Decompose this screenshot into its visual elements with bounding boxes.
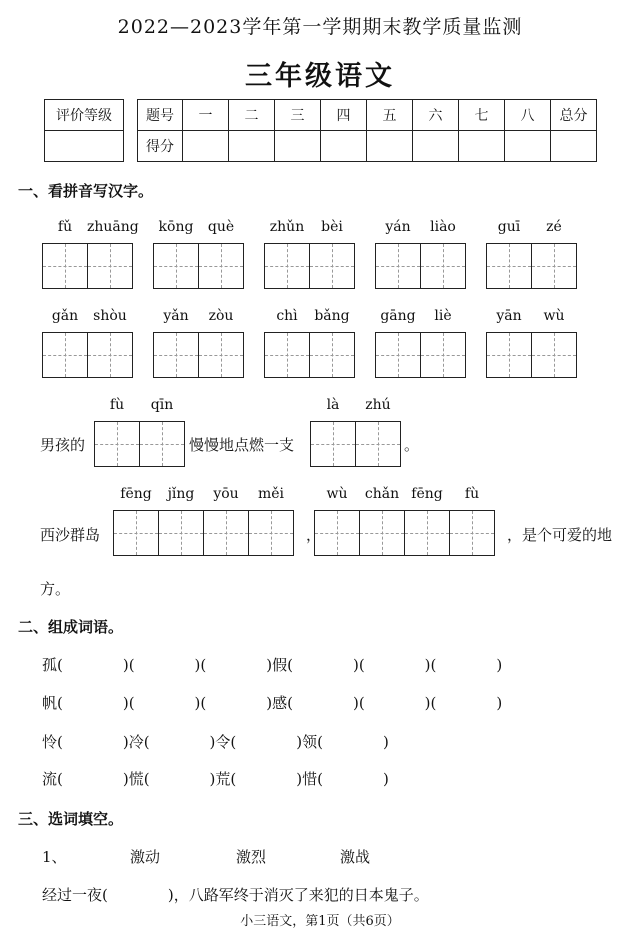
pinyin-label: yōu <box>213 486 239 502</box>
word-choice-2: 激烈 <box>236 848 267 866</box>
pinyin-group <box>42 243 133 289</box>
pinyin-group <box>113 510 294 556</box>
pinyin-label: fēng <box>120 486 152 502</box>
pinyin-group <box>94 421 185 467</box>
fill-sentence: 经过一夜( )，八路军终于消灭了来犯的日本鬼子。 <box>42 886 429 904</box>
pinyin-label: qīn <box>150 397 174 413</box>
grade-subject-title: 三年级语文 <box>245 61 395 92</box>
score-col-header: 总分 <box>551 100 597 131</box>
section-2-title: 二、组成词语。 <box>18 618 124 636</box>
writing-cell[interactable] <box>375 243 421 289</box>
pinyin-group <box>314 510 495 556</box>
pinyin-label: liè <box>434 308 452 324</box>
writing-cell[interactable] <box>355 421 401 467</box>
word-line-4: 流( )慌( )荒( )惜( ) <box>42 770 389 788</box>
writing-cell[interactable] <box>264 332 310 378</box>
sentence2-text-a: 西沙群岛 <box>40 526 101 544</box>
writing-cell[interactable] <box>420 243 466 289</box>
pinyin-label: fù <box>464 486 480 502</box>
score-cell[interactable] <box>459 131 505 162</box>
writing-cell[interactable] <box>198 243 244 289</box>
score-cell[interactable] <box>413 131 459 162</box>
pinyin-group <box>264 243 355 289</box>
pinyin-label: bǎng <box>314 308 350 324</box>
score-col-header: 四 <box>321 100 367 131</box>
score-cell[interactable] <box>551 131 597 162</box>
pinyin-label: zhuāng <box>87 219 139 235</box>
pinyin-label: zòu <box>208 308 234 324</box>
word-choice-3: 激战 <box>340 848 371 866</box>
writing-cell[interactable] <box>153 243 199 289</box>
pinyin-label: yán <box>385 219 411 235</box>
pinyin-label: yān <box>496 308 522 324</box>
pinyin-group <box>310 421 401 467</box>
pinyin-label: guī <box>497 219 521 235</box>
word-line-3: 怜( )冷( )令( )领( ) <box>42 733 389 751</box>
score-col-header: 八 <box>505 100 551 131</box>
pinyin-group <box>153 243 244 289</box>
pinyin-label: wù <box>326 486 348 502</box>
pinyin-group <box>375 332 466 378</box>
question-number: 1、 <box>42 848 67 866</box>
pinyin-label: měi <box>257 486 285 502</box>
pinyin-label: shòu <box>93 308 127 324</box>
sentence1-text-c: 。 <box>404 436 420 454</box>
pinyin-group <box>153 332 244 378</box>
writing-cell[interactable] <box>113 510 159 556</box>
section-1-title: 一、看拼音写汉字。 <box>18 182 154 200</box>
pinyin-label: chǎn <box>364 486 400 502</box>
score-col-header: 三 <box>275 100 321 131</box>
writing-cell[interactable] <box>87 332 133 378</box>
sentence2-text-c: ，是个可爱的地 <box>507 526 613 544</box>
writing-cell[interactable] <box>486 243 532 289</box>
pinyin-group <box>264 332 355 378</box>
pinyin-label: liào <box>430 219 456 235</box>
pinyin-label: què <box>207 219 235 235</box>
pinyin-group <box>486 332 577 378</box>
score-cell[interactable] <box>229 131 275 162</box>
writing-cell[interactable] <box>486 332 532 378</box>
writing-cell[interactable] <box>309 243 355 289</box>
pinyin-label: yǎn <box>163 308 189 324</box>
pinyin-group <box>42 332 133 378</box>
section-3-title: 三、选词填空。 <box>18 810 124 828</box>
writing-cell[interactable] <box>198 332 244 378</box>
page-footer: 小三语文，第1页（共6页） <box>240 914 400 929</box>
writing-cell[interactable] <box>158 510 204 556</box>
pinyin-label: wù <box>543 308 565 324</box>
score-cell[interactable] <box>183 131 229 162</box>
sentence2-text-d: 方。 <box>40 580 71 598</box>
writing-cell[interactable] <box>309 332 355 378</box>
writing-cell[interactable] <box>531 243 577 289</box>
score-col-header: 七 <box>459 100 505 131</box>
writing-cell[interactable] <box>248 510 294 556</box>
word-line-1: 孤( )( )( )假( )( )( ) <box>42 656 503 674</box>
pinyin-label: fēng <box>411 486 443 502</box>
exam-title: 2022—2023学年第一学期期末教学质量监测 <box>117 16 523 38</box>
grade-label: 评价等级 <box>45 100 124 131</box>
sentence2-text-b: ， <box>306 526 322 544</box>
score-col-header: 六 <box>413 100 459 131</box>
writing-cell[interactable] <box>42 243 88 289</box>
writing-cell[interactable] <box>310 421 356 467</box>
writing-cell[interactable] <box>420 332 466 378</box>
pinyin-label: fǔ <box>57 219 73 235</box>
pinyin-label: là <box>326 397 340 413</box>
word-choice-1: 激动 <box>130 848 161 866</box>
sentence1-text-a: 男孩的 <box>40 436 86 454</box>
writing-cell[interactable] <box>139 421 185 467</box>
pinyin-label: jǐng <box>167 486 195 502</box>
grade-box <box>44 99 124 162</box>
writing-cell[interactable] <box>449 510 495 556</box>
pinyin-label: bèi <box>321 219 343 235</box>
writing-cell[interactable] <box>264 243 310 289</box>
score-col-header: 五 <box>367 100 413 131</box>
pinyin-label: zhú <box>365 397 391 413</box>
sentence1-text-b: 慢慢地点燃一支 <box>189 436 295 454</box>
writing-cell[interactable] <box>404 510 450 556</box>
score-table <box>137 99 597 162</box>
grade-blank[interactable] <box>45 131 124 162</box>
pinyin-label: zé <box>546 219 562 235</box>
writing-cell[interactable] <box>359 510 405 556</box>
word-line-2: 帆( )( )( )感( )( )( ) <box>42 694 503 712</box>
pinyin-label: gǎn <box>51 308 79 324</box>
score-row2-label: 得分 <box>138 131 183 162</box>
pinyin-label: gāng <box>380 308 416 324</box>
writing-cell[interactable] <box>531 332 577 378</box>
writing-cell[interactable] <box>94 421 140 467</box>
score-cell[interactable] <box>367 131 413 162</box>
pinyin-label: kōng <box>158 219 194 235</box>
score-cell[interactable] <box>321 131 367 162</box>
writing-cell[interactable] <box>203 510 249 556</box>
score-cell[interactable] <box>505 131 551 162</box>
pinyin-group <box>375 243 466 289</box>
writing-cell[interactable] <box>87 243 133 289</box>
pinyin-group <box>486 243 577 289</box>
writing-cell[interactable] <box>153 332 199 378</box>
pinyin-label: fù <box>109 397 125 413</box>
score-col-header: 二 <box>229 100 275 131</box>
writing-cell[interactable] <box>375 332 421 378</box>
score-row1-label: 题号 <box>138 100 183 131</box>
score-cell[interactable] <box>275 131 321 162</box>
pinyin-label: zhǔn <box>269 219 305 235</box>
writing-cell[interactable] <box>42 332 88 378</box>
score-col-header: 一 <box>183 100 229 131</box>
pinyin-label: chì <box>276 308 298 324</box>
